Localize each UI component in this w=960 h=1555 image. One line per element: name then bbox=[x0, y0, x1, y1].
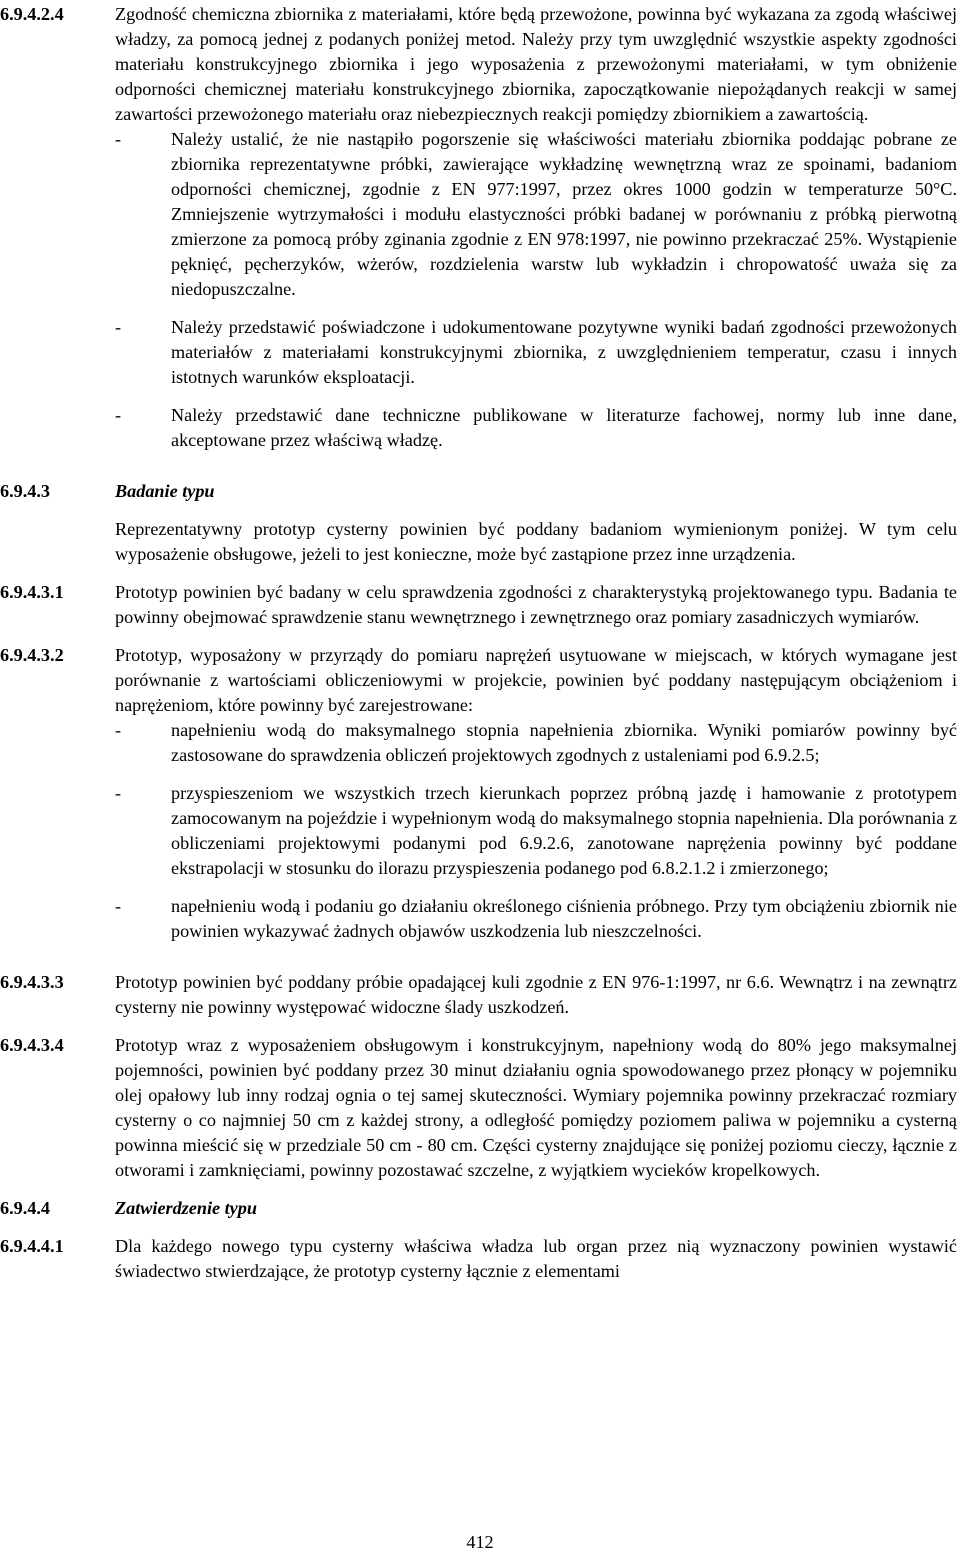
list-item-text: Należy przedstawić poświadczone i udokumentowane pozytywne wyniki badań zgodności przewożonych materiałów z materiałami konstrukcyjnymi zbiornika, z uwzględnieniem temperatur, czasu i innych istotnych warunków eksploatacji. bbox=[171, 317, 957, 387]
section-body bbox=[115, 1196, 957, 1221]
section-body bbox=[115, 643, 957, 957]
section bbox=[0, 1033, 957, 1183]
section-number: 6.9.4.2.4 bbox=[0, 4, 64, 24]
list-item-text: napełnieniu wodą i podaniu go działaniu określonego ciśnienia próbnego. Przy tym obciążeniu zbiornik nie powinien wykazywać żadnych objawów uszkodzenia lub nieszczelności. bbox=[171, 896, 957, 941]
bullet-marker: - bbox=[115, 783, 122, 803]
paragraph: Prototyp wraz z wyposażeniem obsługowym i konstrukcyjnym, napełniony wodą do 80% jego maksymalnej pojemności, powinien być poddany przez 30 minut działaniu ognia spowodowanego przez płonący w pojemniku olej opałowy lub inny rodzaj ognia o tej samej skuteczności. Wymiary pojemnika powinny przekraczać rozmiary cysterny o co najmniej 50 cm z każdej strony, a odległość pomiędzy poziomem paliwa w pojemniku a cysterną powinna mieścić się w przedziale 50 cm - 80 cm. Części cysterny znajdujące się poniżej poziomu cieczy, łącznie z otworami i zamknięciami, powinny pozostawać szczelne, z wyjątkiem wycieków kropelkowych. bbox=[115, 1035, 957, 1180]
section-number: 6.9.4.3.4 bbox=[0, 1035, 64, 1055]
paragraph: Dla każdego nowego typu cysterny właściwa władza lub organ przez nią wyznaczony powinien wystawić świadectwo stwierdzające, że prototyp cysterny łącznie z elementami bbox=[115, 1236, 957, 1281]
list-item-text: Należy przedstawić dane techniczne publikowane w literaturze fachowej, normy lub inne dane, akceptowane przez właściwą władzę. bbox=[171, 405, 957, 450]
section bbox=[0, 479, 957, 567]
section-body bbox=[115, 1234, 957, 1284]
section bbox=[0, 580, 957, 630]
bullet-list bbox=[115, 718, 957, 944]
section-number: 6.9.4.3.3 bbox=[0, 972, 64, 992]
section-body bbox=[115, 1033, 957, 1183]
list-item-text: Należy ustalić, że nie nastąpiło pogorszenie się właściwości materiału zbiornika poddając pobrane ze zbiornika reprezentatywne próbki, zawierające wykładzinę wewnętrzną wraz ze spoinami, badaniom odporności chemicznej, zgodnie z EN 977:1997, przez okres 1000 godzin w temperaturze 50°C. Zmniejszenie wytrzymałości i modułu elastyczności próbki badanej w porównaniu z próbką pierwotną zmierzone za pomocą próby zginania zgodnie z EN 978:1997, nie powinno przekraczać 25%. Wystąpienie pęknięć, pęcherzyków, wżerów, rozdzielenia warstw lub wykładzin i chropowatość uważa się za niedopuszczalne. bbox=[171, 129, 957, 299]
list-item bbox=[115, 718, 957, 768]
section-number: 6.9.4.4 bbox=[0, 1198, 51, 1218]
section-number: 6.9.4.3.2 bbox=[0, 645, 64, 665]
section-number: 6.9.4.3 bbox=[0, 481, 51, 501]
document-content bbox=[0, 2, 957, 1284]
list-item bbox=[115, 781, 957, 881]
section bbox=[0, 643, 957, 957]
bullet-marker: - bbox=[115, 317, 122, 337]
section-body bbox=[115, 2, 957, 466]
paragraph: Reprezentatywny prototyp cysterny powinien być poddany badaniom wymienionym poniżej. W tym celu wyposażenie obsługowe, jeżeli to jest konieczne, może być zastąpione przez inne urządzenia. bbox=[115, 519, 957, 564]
section-body bbox=[115, 479, 957, 567]
paragraph: Prototyp powinien być badany w celu sprawdzenia zgodności z charakterystyką projektowanego typu. Badania te powinny obejmować sprawdzenie stanu wewnętrznego i zewnętrznego oraz pomiary zasadniczych wymiarów. bbox=[115, 582, 957, 627]
section-body bbox=[115, 580, 957, 630]
list-item-text: napełnieniu wodą do maksymalnego stopnia napełnienia zbiornika. Wyniki pomiarów powinny być zastosowane do sprawdzenia obliczeń projektowych zgodnych z ustaleniami pod 6.9.2.5; bbox=[171, 720, 957, 765]
paragraph: Prototyp, wyposażony w przyrządy do pomiaru naprężeń usytuowane w miejscach, w których wymagane jest porównanie z wartościami obliczeniowymi w projekcie, powinien być poddany następującym obciążeniom i naprężeniom, które powinny być zarejestrowane: bbox=[115, 645, 957, 715]
bullet-marker: - bbox=[115, 405, 122, 425]
paragraph: Zgodność chemiczna zbiornika z materiałami, które będą przewożone, powinna być wykazana za zgodą właściwej władzy, za pomocą jednej z podanych poniżej metod. Należy przy tym uwzględnić wszystkie aspekty zgodności materiału konstrukcyjnego zbiornika i jego wyposażenia z przewożonymi materiałami, w tym obniżenie odporności chemicznej materiału konstrukcyjnego zbiornika, zapoczątkowanie niepożądanych reakcji w samej zawartości przewożonego materiału oraz niebezpiecznych reakcji pomiędzy zbiornikiem a zawartością. bbox=[115, 4, 957, 124]
section bbox=[0, 1234, 957, 1284]
list-item bbox=[115, 127, 957, 302]
section bbox=[0, 1196, 957, 1221]
list-item bbox=[115, 894, 957, 944]
list-item bbox=[115, 403, 957, 453]
bullet-marker: - bbox=[115, 896, 122, 916]
bullet-list bbox=[115, 127, 957, 453]
section bbox=[0, 2, 957, 466]
section-number: 6.9.4.4.1 bbox=[0, 1236, 64, 1256]
section-title: Badanie typu bbox=[115, 481, 215, 501]
bullet-marker: - bbox=[115, 129, 122, 149]
list-item bbox=[115, 315, 957, 390]
page-number: 412 bbox=[466, 1532, 494, 1552]
section bbox=[0, 970, 957, 1020]
section-body bbox=[115, 970, 957, 1020]
list-item-text: przyspieszeniom we wszystkich trzech kierunkach poprzez próbną jazdę i hamowanie z prototypem zamocowanym na pojeździe i wypełnionym wodą do maksymalnego stopnia napełnienia. Dla porównania z obliczeniami projektowymi podanymi pod 6.9.2.6, zanotowane naprężenia powinny być poddane ekstrapolacji w stosunku do ilorazu przyspieszenia podanego pod 6.8.2.1.2 i zmierzonego; bbox=[171, 783, 957, 878]
bullet-marker: - bbox=[115, 720, 122, 740]
section-title: Zatwierdzenie typu bbox=[115, 1198, 257, 1218]
paragraph: Prototyp powinien być poddany próbie opadającej kuli zgodnie z EN 976-1:1997, nr 6.6. Wewnątrz i na zewnątrz cysterny nie powinny występować widoczne ślady uszkodzeń. bbox=[115, 972, 957, 1017]
section-number: 6.9.4.3.1 bbox=[0, 582, 64, 602]
